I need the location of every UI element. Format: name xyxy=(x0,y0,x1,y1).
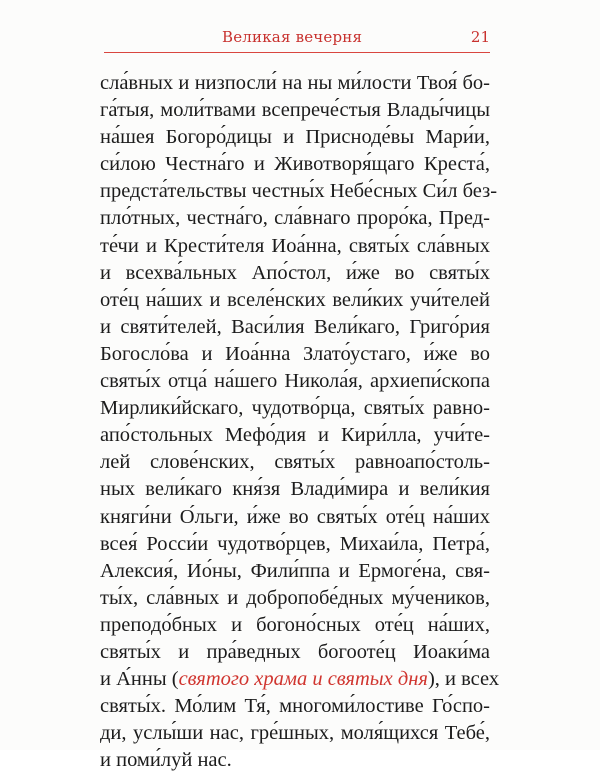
text-line: и всехва́льных Апо́стол, и́же во святы́х xyxy=(100,261,490,284)
text-line: святы́х отца́ на́шего Никола́я, архиепи́скопа xyxy=(100,370,490,393)
text-line: на́шея Богоро́дицы и Присноде́вы Мари́и, xyxy=(100,126,490,149)
text-line: всея́ Росси́и чудотво́рцев, Михаи́ла, Петра́, xyxy=(100,532,490,555)
text-line-final: и поми́луй нас. xyxy=(100,749,232,772)
prayer-text xyxy=(100,70,500,774)
rubric-before: и А́нны ( xyxy=(100,668,179,691)
text-line: святы́х. Мо́лим Тя́, многоми́лостиве Го́спо- xyxy=(100,695,490,718)
text-line: ди, услы́ши нас, гре́шных, моля́щихся Тебе́, xyxy=(100,722,490,745)
text-line: святы́х и пра́ведных богооте́ц Иоаки́ма xyxy=(100,640,490,663)
running-head xyxy=(104,28,490,52)
text-line: Алексия́, Ио́ны, Фили́ппа и Ермоге́на, свя- xyxy=(100,559,490,582)
text-line: сла́вных и низпосли́ на ны ми́лости Твоя́ бо- xyxy=(100,72,490,94)
text-line: предста́тельствы честны́х Небе́сных Си́л без- xyxy=(100,180,498,203)
rubric-red-italic: святого храма и святых дня xyxy=(178,668,428,691)
text-line: Мирлики́йскаго, чудотво́рца, святы́х равно- xyxy=(100,397,490,420)
text-line: лей слове́нских, святы́х равноапо́столь- xyxy=(100,451,490,474)
text-line: апо́стольных Мефо́дия и Кири́лла, учи́те- xyxy=(100,424,490,447)
text-line: те́чи и Крести́теля Иоа́нна, святы́х сла́вных xyxy=(100,234,490,257)
text-line: ты́х, сла́вных и добропобе́дных му́чеников, xyxy=(100,586,490,609)
text-line: си́лою Честна́го и Животворя́щаго Креста́, xyxy=(100,153,490,176)
rubric-after: ), и всех xyxy=(427,668,500,691)
text-line: княги́ни О́льги, и́же во святы́х оте́ц на́ших xyxy=(100,505,490,528)
text-line: преподо́бных и богоно́сных оте́ц на́ших, xyxy=(100,613,490,636)
text-line: и святи́телей, Васи́лия Вели́каго, Григо́рия xyxy=(100,315,490,338)
page-number: 21 xyxy=(470,28,490,46)
text-line: оте́ц на́ших и вселе́нских вели́ких учи́телей xyxy=(100,288,490,311)
text-line: ных вели́каго кня́зя Влади́мира и вели́кия xyxy=(100,478,490,501)
text-line: пло́тных, честна́го, сла́внаго проро́ка, Пред- xyxy=(100,207,490,230)
header-rule xyxy=(104,52,490,53)
running-head-title: Великая вечерня xyxy=(222,28,363,46)
text-line: га́тыя, моли́твами всепрече́стыя Влады́чицы xyxy=(100,99,490,122)
text-line: Богосло́ва и Иоа́нна Злато́устаго, и́же во xyxy=(100,342,490,365)
text-line-with-rubric xyxy=(100,666,500,693)
